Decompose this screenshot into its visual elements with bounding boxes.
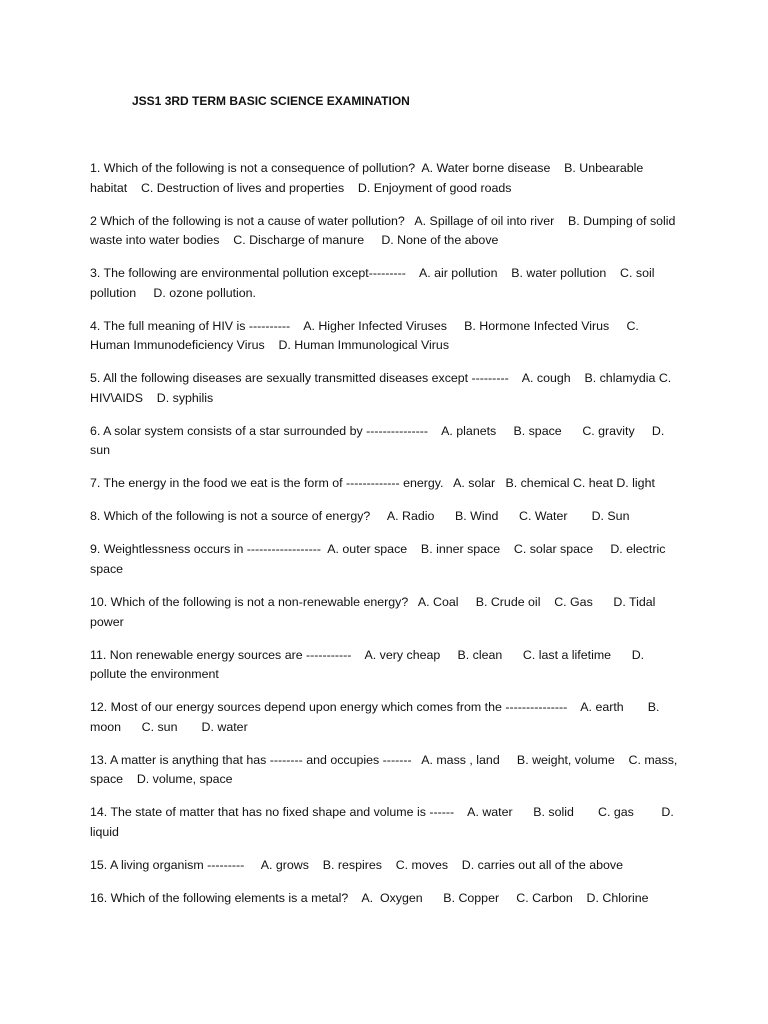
question-16: 16. Which of the following elements is a metal? A. Oxygen B. Copper C. Carbon D. Chlorine bbox=[90, 890, 649, 905]
question-12: 12. Most of our energy sources depend upon energy which comes from the --------------- A. earth B. moon C. sun D. water bbox=[90, 700, 663, 734]
question-4: 4. The full meaning of HIV is ---------- A. Higher Infected Viruses B. Hormone Infected Virus C. Human Immunodeficiency Virus D. Human Immunological Virus bbox=[90, 318, 643, 353]
question-11: 11. Non renewable energy sources are ----------- A. very cheap B. clean C. last a lifetime D. pollute the environment bbox=[90, 647, 648, 682]
exam-title: JSS1 3RD TERM BASIC SCIENCE EXAMINATION bbox=[132, 94, 410, 108]
question-15: 15. A living organism --------- A. grows B. respires C. moves D. carries out all of the above bbox=[90, 857, 623, 872]
question-13: 13. A matter is anything that has -------- and occupies ------- A. mass , land B. weight, volume C. mass, space D. volume, space bbox=[90, 752, 681, 787]
question-7: 7. The energy in the food we eat is the form of ------------- energy. A. solar B. chemical C. heat D. light bbox=[90, 476, 655, 491]
question-14: 14. The state of matter that has no fixed shape and volume is ------ A. water B. solid C. gas D. liquid bbox=[90, 805, 678, 839]
question-5: 5. All the following diseases are sexually transmitted diseases except --------- A. cough B. chlamydia C. HIV\AIDS D. syphilis bbox=[90, 371, 675, 405]
question-6: 6. A solar system consists of a star surrounded by --------------- A. planets B. space C. gravity D. sun bbox=[90, 423, 668, 458]
question-1: 1. Which of the following is not a consequence of pollution? A. Water borne disease B. Unbearable habitat C. Destruction of lives and properties D. Enjoyment of good roads bbox=[90, 161, 647, 195]
question-list bbox=[90, 159, 682, 922]
question-3: 3. The following are environmental pollution except--------- A. air pollution B. water pollution C. soil pollution D. ozone pollution. bbox=[90, 266, 658, 300]
question-10: 10. Which of the following is not a non-renewable energy? A. Coal B. Crude oil C. Gas D. Tidal power bbox=[90, 595, 659, 629]
question-8: 8. Which of the following is not a source of energy? A. Radio B. Wind C. Water D. Sun bbox=[90, 509, 630, 524]
question-9: 9. Weightlessness occurs in ------------------ A. outer space B. inner space C. solar space D. electric space bbox=[90, 542, 669, 577]
question-2: 2 Which of the following is not a cause of water pollution? A. Spillage of oil into river B. Dumping of solid waste into water bodies C. Discharge of manure D. None of the above bbox=[90, 213, 679, 248]
